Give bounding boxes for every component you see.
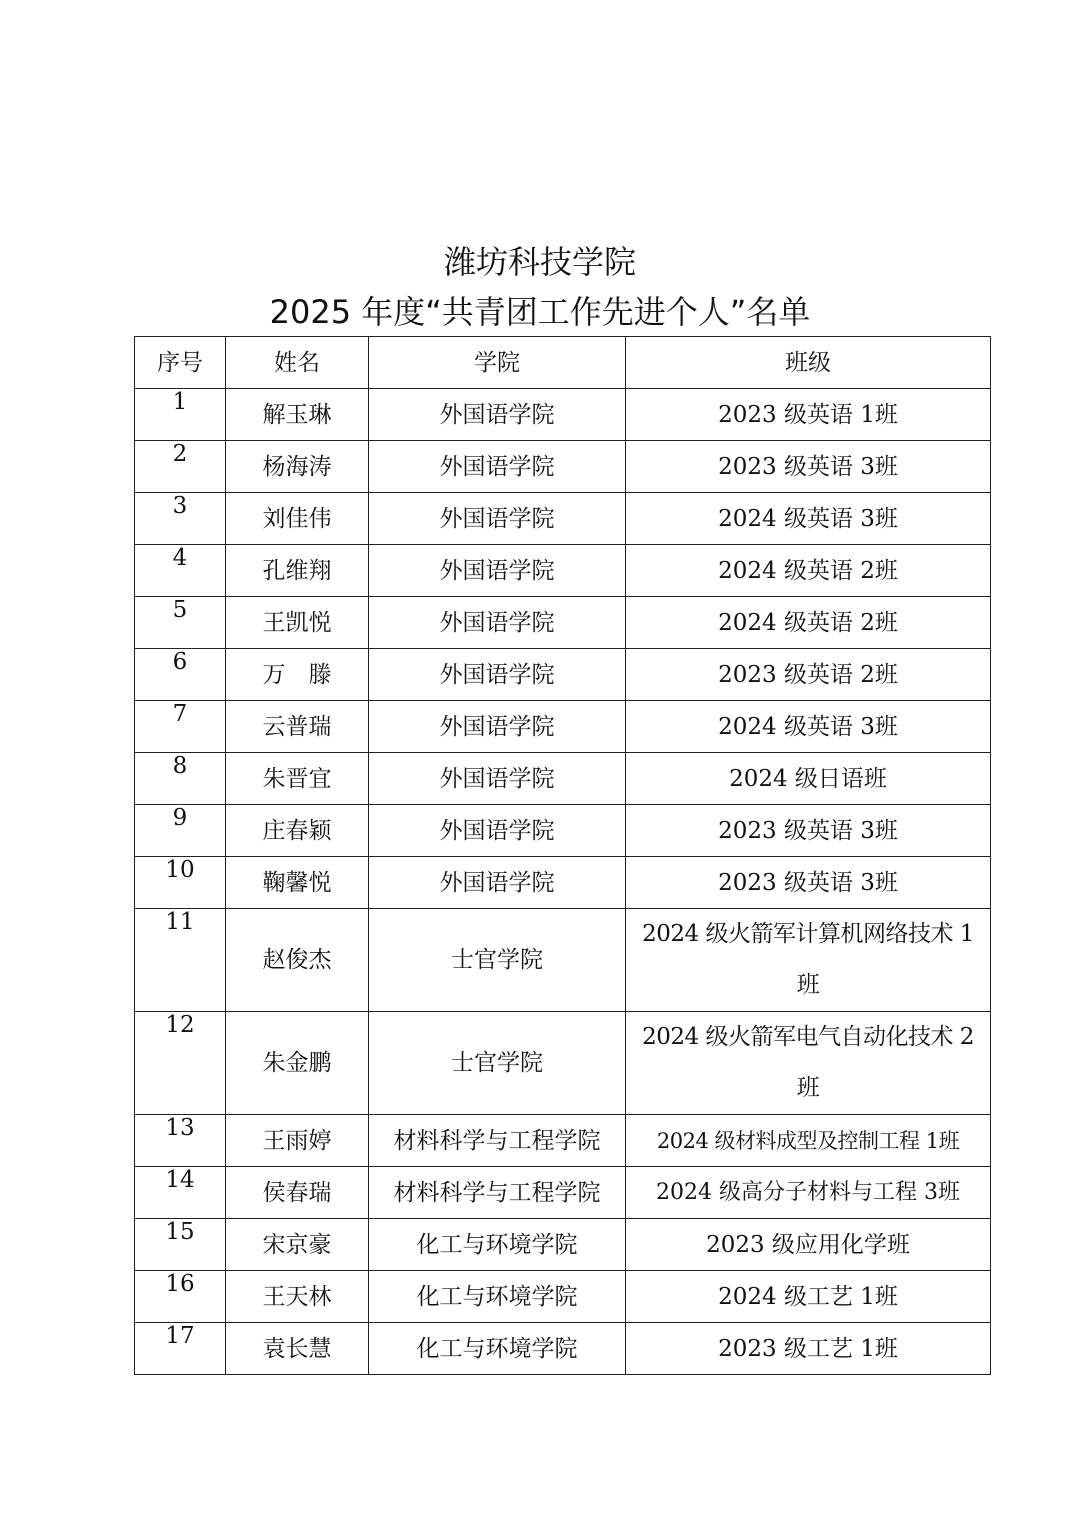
cell-class: 2024 级日语班 <box>626 753 991 805</box>
table-row <box>135 1167 991 1219</box>
header-name: 姓名 <box>226 337 369 389</box>
cell-class: 2024 级高分子材料与工程 3班 <box>626 1167 991 1219</box>
header-row <box>135 337 991 389</box>
table-row <box>135 1012 991 1115</box>
header-college: 学院 <box>369 337 626 389</box>
cell-college: 材料科学与工程学院 <box>369 1167 626 1219</box>
cell-college: 外国语学院 <box>369 545 626 597</box>
table-row <box>135 857 991 909</box>
cell-class: 2024 级工艺 1班 <box>626 1271 991 1323</box>
table-row <box>135 597 991 649</box>
cell-name: 万 滕 <box>226 649 369 701</box>
cell-class: 2024 级英语 3班 <box>626 493 991 545</box>
cell-class: 2023 级英语 2班 <box>626 649 991 701</box>
table-row <box>135 1323 991 1375</box>
cell-class: 2023 级英语 1班 <box>626 389 991 441</box>
cell-class: 2023 级工艺 1班 <box>626 1323 991 1375</box>
cell-class: 2024 级英语 3班 <box>626 701 991 753</box>
cell-college: 化工与环境学院 <box>369 1271 626 1323</box>
cell-seq: 3 <box>135 493 226 545</box>
cell-seq: 6 <box>135 649 226 701</box>
table-row <box>135 1219 991 1271</box>
cell-seq: 2 <box>135 441 226 493</box>
cell-name: 云普瑞 <box>226 701 369 753</box>
cell-seq: 11 <box>135 909 226 1012</box>
cell-name: 袁长慧 <box>226 1323 369 1375</box>
table-row <box>135 1115 991 1167</box>
cell-seq: 14 <box>135 1167 226 1219</box>
cell-name: 王天林 <box>226 1271 369 1323</box>
cell-class: 2023 级英语 3班 <box>626 441 991 493</box>
cell-name: 庄春颖 <box>226 805 369 857</box>
cell-college: 士官学院 <box>369 1012 626 1115</box>
cell-college: 外国语学院 <box>369 441 626 493</box>
cell-seq: 15 <box>135 1219 226 1271</box>
cell-college: 外国语学院 <box>369 493 626 545</box>
cell-name: 朱晋宜 <box>226 753 369 805</box>
table-row <box>135 441 991 493</box>
cell-seq: 4 <box>135 545 226 597</box>
cell-seq: 10 <box>135 857 226 909</box>
cell-name: 杨海涛 <box>226 441 369 493</box>
table-row <box>135 545 991 597</box>
table-row <box>135 1271 991 1323</box>
cell-college: 外国语学院 <box>369 389 626 441</box>
cell-name: 解玉琳 <box>226 389 369 441</box>
cell-seq: 5 <box>135 597 226 649</box>
cell-seq: 12 <box>135 1012 226 1115</box>
cell-class: 2024 级火箭军计算机网络技术 1班 <box>626 909 991 1012</box>
table-row <box>135 493 991 545</box>
cell-seq: 16 <box>135 1271 226 1323</box>
cell-class: 2024 级英语 2班 <box>626 545 991 597</box>
cell-name: 孔维翔 <box>226 545 369 597</box>
table-row <box>135 701 991 753</box>
cell-name: 王雨婷 <box>226 1115 369 1167</box>
table-row <box>135 649 991 701</box>
header-seq: 序号 <box>135 337 226 389</box>
cell-college: 外国语学院 <box>369 649 626 701</box>
honor-roster-table <box>134 336 991 1375</box>
cell-class: 2024 级火箭军电气自动化技术 2班 <box>626 1012 991 1115</box>
list-title: 2025 年度“共青团工作先进个人”名单 <box>269 293 811 331</box>
cell-college: 化工与环境学院 <box>369 1323 626 1375</box>
cell-college: 士官学院 <box>369 909 626 1012</box>
cell-name: 鞠馨悦 <box>226 857 369 909</box>
cell-class: 2024 级材料成型及控制工程 1班 <box>626 1115 991 1167</box>
cell-college: 外国语学院 <box>369 701 626 753</box>
header-class: 班级 <box>626 337 991 389</box>
cell-name: 朱金鹏 <box>226 1012 369 1115</box>
cell-seq: 17 <box>135 1323 226 1375</box>
cell-seq: 8 <box>135 753 226 805</box>
cell-seq: 1 <box>135 389 226 441</box>
table-row <box>135 805 991 857</box>
table-row <box>135 389 991 441</box>
cell-name: 宋京豪 <box>226 1219 369 1271</box>
cell-class: 2023 级英语 3班 <box>626 857 991 909</box>
cell-seq: 13 <box>135 1115 226 1167</box>
cell-college: 外国语学院 <box>369 805 626 857</box>
cell-college: 化工与环境学院 <box>369 1219 626 1271</box>
cell-class: 2024 级英语 2班 <box>626 597 991 649</box>
cell-seq: 9 <box>135 805 226 857</box>
cell-name: 赵俊杰 <box>226 909 369 1012</box>
cell-college: 外国语学院 <box>369 753 626 805</box>
cell-name: 刘佳伟 <box>226 493 369 545</box>
table-body <box>135 389 991 1375</box>
cell-class: 2023 级英语 3班 <box>626 805 991 857</box>
cell-college: 材料科学与工程学院 <box>369 1115 626 1167</box>
cell-college: 外国语学院 <box>369 597 626 649</box>
cell-name: 王凯悦 <box>226 597 369 649</box>
table-row <box>135 909 991 1012</box>
cell-name: 侯春瑞 <box>226 1167 369 1219</box>
cell-college: 外国语学院 <box>369 857 626 909</box>
institution-title: 潍坊科技学院 <box>443 243 636 281</box>
table-header <box>135 337 991 389</box>
cell-seq: 7 <box>135 701 226 753</box>
cell-class: 2023 级应用化学班 <box>626 1219 991 1271</box>
table-row <box>135 753 991 805</box>
